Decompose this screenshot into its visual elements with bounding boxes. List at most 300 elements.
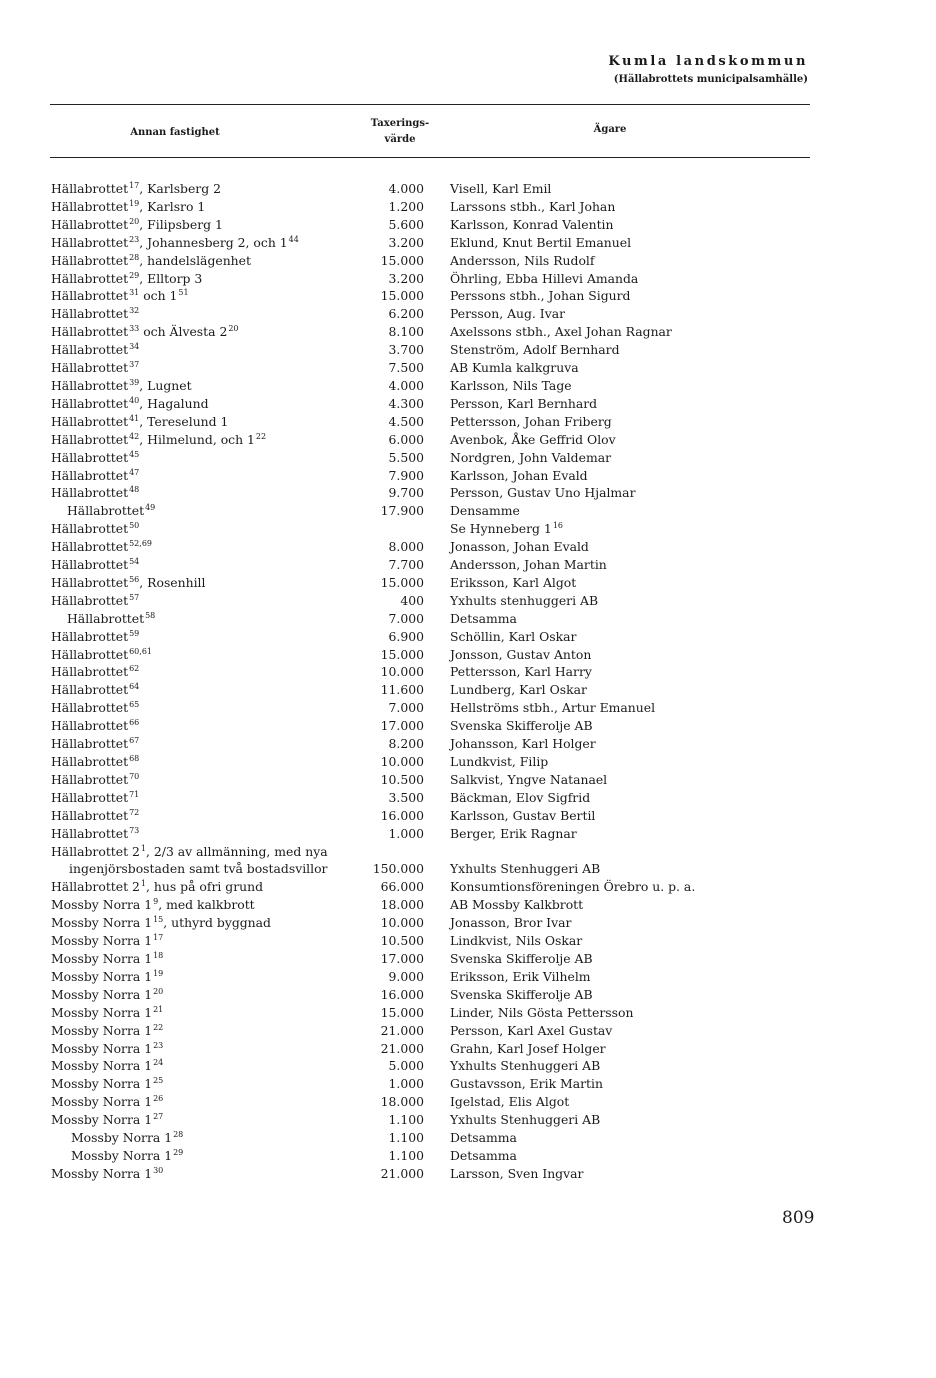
property-cell bbox=[51, 753, 139, 771]
table-row bbox=[0, 825, 936, 843]
taxation-value: 1.200 bbox=[388, 198, 424, 214]
taxation-value: 10.000 bbox=[380, 754, 424, 769]
property-number: 64 bbox=[129, 682, 140, 692]
property-detail: och 1 bbox=[139, 288, 178, 304]
taxation-value: 4.300 bbox=[388, 395, 424, 411]
property-number: 73 bbox=[129, 825, 140, 835]
property-name: Hällabrottet bbox=[51, 736, 129, 752]
taxation-value: 8.000 bbox=[388, 539, 424, 555]
owner-name: Linder, Nils Gösta Pettersson bbox=[450, 1004, 634, 1020]
owner-name: Detsamma bbox=[450, 610, 517, 626]
owner-name: Lundkvist, Filip bbox=[450, 754, 549, 769]
property-name: Hällabrottet bbox=[51, 700, 129, 716]
property-cell bbox=[51, 467, 139, 485]
owner-cell bbox=[450, 1111, 600, 1129]
owner-cell bbox=[450, 341, 620, 359]
property-cell bbox=[51, 1165, 163, 1183]
table-row bbox=[0, 932, 936, 950]
owner-cell bbox=[450, 1165, 583, 1183]
property-detail: , uthyrd byggnad bbox=[163, 915, 271, 931]
property-number: 65 bbox=[129, 700, 140, 710]
taxation-value: 11.600 bbox=[380, 682, 424, 698]
property-cell bbox=[51, 1093, 163, 1111]
owner-cell bbox=[450, 914, 571, 932]
owner-name: Yxhults Stenhuggeri AB bbox=[450, 1058, 601, 1074]
owner-name: Hellströms stbh., Artur Emanuel bbox=[450, 700, 656, 716]
owner-cell bbox=[450, 234, 631, 252]
table-row bbox=[0, 681, 936, 699]
table-row bbox=[0, 359, 936, 377]
table-row bbox=[0, 717, 936, 735]
table-row bbox=[0, 431, 936, 449]
property-name: Mossby Norra 1 bbox=[51, 897, 153, 913]
property-cell bbox=[51, 431, 266, 449]
property-name: Hällabrottet bbox=[51, 288, 129, 304]
property-number: 9 bbox=[153, 897, 159, 907]
property-cell bbox=[51, 1040, 163, 1058]
owner-cell bbox=[450, 896, 583, 914]
taxation-value: 7.000 bbox=[388, 610, 424, 626]
table-row bbox=[0, 1075, 936, 1093]
property-name: Hällabrottet 2 bbox=[51, 879, 140, 895]
municipality-title: Kumla landskommun bbox=[608, 54, 808, 69]
property-cell bbox=[51, 771, 139, 789]
property-number-secondary: 51 bbox=[178, 288, 189, 298]
property-name: Mossby Norra 1 bbox=[51, 1165, 153, 1181]
property-number: 57 bbox=[129, 592, 140, 602]
property-name: Mossby Norra 1 bbox=[51, 950, 153, 966]
property-name: Mossby Norra 1 bbox=[51, 986, 153, 1002]
property-detail: , Tereselund 1 bbox=[139, 413, 229, 429]
table-row bbox=[0, 699, 936, 717]
owner-cell bbox=[450, 216, 614, 234]
taxation-value: 9.000 bbox=[388, 968, 424, 984]
property-number-secondary: 22 bbox=[255, 431, 267, 441]
property-number: 48 bbox=[129, 485, 140, 495]
owner-cell bbox=[450, 1093, 569, 1111]
table-row bbox=[0, 449, 936, 467]
municipality-subtitle: (Hällabrottets municipalsamhälle) bbox=[613, 74, 808, 85]
owner-name: Larssons stbh., Karl Johan bbox=[450, 198, 616, 214]
owner-cell bbox=[450, 807, 595, 825]
owner-name: Andersson, Nils Rudolf bbox=[450, 252, 595, 268]
property-detail: , Johannesberg 2, och 1 bbox=[139, 234, 288, 250]
column-header-value bbox=[350, 116, 450, 148]
taxation-value: 5.600 bbox=[388, 216, 424, 232]
owner-name: Gustavsson, Erik Martin bbox=[450, 1076, 603, 1092]
property-cell bbox=[51, 807, 139, 825]
property-number: 31 bbox=[129, 288, 140, 298]
table-row bbox=[0, 735, 936, 753]
property-number: 23 bbox=[153, 1040, 164, 1050]
owner-name: Andersson, Johan Martin bbox=[450, 557, 607, 573]
property-number: 47 bbox=[129, 467, 140, 477]
taxation-value: 1.100 bbox=[388, 1130, 424, 1146]
property-number: 34 bbox=[129, 342, 140, 352]
table-row bbox=[0, 341, 936, 359]
property-name: Hällabrottet bbox=[51, 449, 129, 465]
table-row bbox=[0, 878, 936, 896]
owner-cell bbox=[450, 735, 596, 753]
property-number: 49 bbox=[145, 503, 156, 513]
property-number: 25 bbox=[153, 1076, 164, 1086]
taxation-value: 10.500 bbox=[380, 771, 424, 787]
taxation-value: 15.000 bbox=[380, 252, 424, 268]
property-cell bbox=[51, 556, 139, 574]
taxation-value: 17.900 bbox=[380, 503, 424, 519]
taxation-value: 3.200 bbox=[388, 234, 424, 250]
property-cell bbox=[51, 341, 139, 359]
table-row bbox=[0, 270, 936, 288]
owner-cell bbox=[450, 699, 655, 717]
property-cell bbox=[51, 950, 163, 968]
owner-cell bbox=[450, 628, 576, 646]
owner-name: Visell, Karl Emil bbox=[450, 181, 552, 196]
property-cell bbox=[51, 932, 163, 950]
owner-name: Se Hynneberg 1 bbox=[450, 521, 552, 537]
owner-cell bbox=[450, 789, 590, 807]
property-cell bbox=[51, 216, 223, 234]
property-detail: , Lugnet bbox=[139, 377, 192, 393]
table-row bbox=[0, 323, 936, 341]
property-number: 28 bbox=[129, 252, 140, 262]
property-name: Mossby Norra 1 bbox=[51, 1058, 153, 1074]
table-row bbox=[0, 807, 936, 825]
table-row bbox=[0, 234, 936, 252]
property-cell bbox=[51, 878, 263, 896]
property-cell bbox=[51, 574, 206, 592]
property-name: Hällabrottet bbox=[67, 610, 145, 626]
owner-name: Svenska Skifferolje AB bbox=[450, 986, 593, 1002]
property-name: Hällabrottet 2 bbox=[51, 843, 140, 859]
property-number: 15 bbox=[153, 915, 164, 925]
taxation-value: 4.000 bbox=[388, 181, 424, 196]
owner-cell bbox=[450, 359, 579, 377]
property-number: 70 bbox=[129, 771, 140, 781]
taxation-value: 15.000 bbox=[380, 1004, 424, 1020]
property-cell bbox=[51, 1022, 163, 1040]
property-name: Mossby Norra 1 bbox=[51, 915, 153, 931]
property-cell bbox=[51, 986, 163, 1004]
property-cell bbox=[51, 305, 139, 323]
taxation-value: 3.200 bbox=[388, 270, 424, 286]
owner-cell bbox=[450, 449, 611, 467]
property-name: Hällabrottet bbox=[51, 682, 129, 698]
property-number: 17 bbox=[153, 933, 164, 943]
taxation-value: 3.700 bbox=[388, 342, 424, 358]
table-row bbox=[0, 216, 936, 234]
taxation-value: 150.000 bbox=[372, 861, 424, 877]
owner-name: Persson, Aug. Ivar bbox=[450, 306, 566, 322]
table-row bbox=[0, 1147, 936, 1165]
table-row bbox=[0, 1111, 936, 1129]
owner-reference-number: 16 bbox=[552, 521, 563, 531]
column-header-property: Annan fastighet bbox=[130, 127, 220, 138]
property-number-secondary: 44 bbox=[288, 234, 299, 244]
owner-cell bbox=[450, 180, 551, 198]
property-number: 41 bbox=[129, 413, 140, 423]
owner-cell bbox=[450, 825, 577, 843]
owner-cell bbox=[450, 1040, 606, 1058]
owner-name: Grahn, Karl Josef Holger bbox=[450, 1040, 606, 1056]
owner-name: Salkvist, Yngve Natanael bbox=[450, 771, 608, 787]
table-row bbox=[0, 592, 936, 610]
property-number: 18 bbox=[153, 950, 164, 960]
property-cell bbox=[51, 359, 139, 377]
table-row bbox=[0, 843, 936, 861]
owner-cell bbox=[450, 556, 607, 574]
property-name: Hällabrottet bbox=[51, 825, 129, 841]
property-name: Hällabrottet bbox=[51, 431, 129, 447]
table-row bbox=[0, 789, 936, 807]
property-name: Hällabrottet bbox=[51, 306, 129, 322]
property-detail: , Karlsro 1 bbox=[139, 198, 206, 214]
owner-name: Johansson, Karl Holger bbox=[450, 736, 596, 752]
owner-name: Eriksson, Erik Vilhelm bbox=[450, 968, 591, 984]
taxation-value: 6.000 bbox=[388, 431, 424, 447]
property-number: 52,69 bbox=[129, 539, 152, 549]
property-name: Hällabrottet bbox=[51, 216, 129, 232]
table-row bbox=[0, 663, 936, 681]
owner-cell bbox=[450, 323, 672, 341]
owner-name: Lindkvist, Nils Oskar bbox=[450, 933, 583, 949]
property-detail: , Rosenhill bbox=[139, 574, 206, 590]
taxation-value: 10.000 bbox=[380, 664, 424, 680]
property-cell bbox=[51, 1111, 163, 1129]
property-cell bbox=[51, 717, 139, 735]
owner-cell bbox=[450, 198, 615, 216]
property-name: Hällabrottet bbox=[51, 252, 129, 268]
owner-name: Bäckman, Elov Sigfrid bbox=[450, 789, 591, 805]
owner-cell bbox=[450, 860, 600, 878]
property-name: Hällabrottet bbox=[51, 342, 129, 358]
property-number: 37 bbox=[129, 360, 140, 370]
taxation-value: 4.500 bbox=[388, 413, 424, 429]
property-name: Hällabrottet bbox=[51, 270, 129, 286]
owner-cell bbox=[450, 1057, 600, 1075]
property-cell bbox=[51, 198, 205, 216]
property-number: 39 bbox=[129, 377, 140, 387]
property-number: 19 bbox=[129, 198, 140, 208]
owner-cell bbox=[450, 878, 695, 896]
taxation-value: 1.000 bbox=[388, 1076, 424, 1092]
taxation-value: 10.000 bbox=[380, 915, 424, 931]
property-number: 21 bbox=[153, 1004, 164, 1014]
owner-cell bbox=[450, 395, 597, 413]
owner-cell bbox=[450, 753, 548, 771]
property-cell bbox=[67, 502, 155, 520]
table-row bbox=[0, 1040, 936, 1058]
property-cell bbox=[51, 968, 163, 986]
table-row bbox=[0, 1057, 936, 1075]
taxation-value: 7.500 bbox=[388, 360, 424, 376]
taxation-value: 5.500 bbox=[388, 449, 424, 465]
owner-name: Karlsson, Johan Evald bbox=[450, 467, 588, 483]
property-cell bbox=[51, 1004, 163, 1022]
property-name: Mossby Norra 1 bbox=[51, 1076, 153, 1092]
property-number: 60,61 bbox=[129, 646, 152, 656]
property-detail: , Hagalund bbox=[139, 395, 209, 411]
property-name: Hällabrottet bbox=[51, 324, 129, 340]
property-name: Mossby Norra 1 bbox=[51, 1040, 153, 1056]
owner-name: Densamme bbox=[450, 503, 520, 519]
taxation-value: 8.100 bbox=[388, 324, 424, 340]
owner-name: Lundberg, Karl Oskar bbox=[450, 682, 587, 698]
property-cell bbox=[51, 538, 152, 556]
property-name: Hällabrottet bbox=[51, 181, 129, 196]
property-cell bbox=[51, 449, 139, 467]
property-cell bbox=[71, 1129, 183, 1147]
property-cell bbox=[51, 1057, 163, 1075]
property-name: Hällabrottet bbox=[51, 807, 129, 823]
property-number: 67 bbox=[129, 736, 140, 746]
property-cell bbox=[51, 520, 139, 538]
owner-name: Axelssons stbh., Axel Johan Ragnar bbox=[450, 324, 672, 340]
taxation-value: 8.200 bbox=[388, 736, 424, 752]
property-detail: och Älvesta 2 bbox=[139, 324, 228, 340]
owner-name: Yxhults Stenhuggeri AB bbox=[450, 1112, 601, 1128]
table-row bbox=[0, 628, 936, 646]
property-cell bbox=[51, 646, 152, 664]
property-cell bbox=[51, 180, 221, 198]
property-name: Hällabrottet bbox=[51, 646, 129, 662]
property-cell bbox=[67, 610, 155, 628]
property-cell bbox=[51, 681, 139, 699]
property-cell bbox=[51, 735, 139, 753]
owner-cell bbox=[450, 413, 612, 431]
property-name: Hällabrottet bbox=[51, 467, 129, 483]
taxation-value: 16.000 bbox=[380, 807, 424, 823]
table-row bbox=[0, 198, 936, 216]
taxation-value: 4.000 bbox=[388, 377, 424, 393]
taxation-value: 18.000 bbox=[380, 1094, 424, 1110]
property-cell bbox=[69, 860, 327, 878]
property-number: 28 bbox=[173, 1130, 184, 1140]
property-cell bbox=[51, 789, 139, 807]
owner-cell bbox=[450, 574, 576, 592]
owner-name: Detsamma bbox=[450, 1147, 517, 1163]
taxation-value: 7.000 bbox=[388, 700, 424, 716]
table-row bbox=[0, 556, 936, 574]
table-row bbox=[0, 538, 936, 556]
table-row bbox=[0, 1129, 936, 1147]
property-number: 72 bbox=[129, 807, 140, 817]
property-number: 59 bbox=[129, 628, 140, 638]
owner-name: Öhrling, Ebba Hillevi Amanda bbox=[450, 270, 639, 286]
property-number: 1 bbox=[140, 843, 147, 853]
property-number: 33 bbox=[129, 324, 140, 334]
property-number: 29 bbox=[129, 270, 140, 280]
property-number: 58 bbox=[145, 610, 156, 620]
owner-name: Persson, Karl Bernhard bbox=[450, 395, 598, 411]
table-row bbox=[0, 610, 936, 628]
owner-name: Svenska Skifferolje AB bbox=[450, 718, 593, 734]
table-row bbox=[0, 771, 936, 789]
property-detail: , handelslägenhet bbox=[139, 252, 251, 268]
property-number: 19 bbox=[153, 968, 164, 978]
property-number: 54 bbox=[129, 557, 140, 567]
table-row bbox=[0, 646, 936, 664]
table-row bbox=[0, 986, 936, 1004]
owner-name: Jonasson, Johan Evald bbox=[450, 539, 589, 555]
property-cell bbox=[51, 287, 189, 305]
property-name: Hällabrottet bbox=[51, 592, 129, 608]
property-detail: , med kalkbrott bbox=[158, 897, 255, 913]
property-name: Hällabrottet bbox=[51, 360, 129, 376]
taxation-value: 15.000 bbox=[380, 288, 424, 304]
owner-name: AB Mossby Kalkbrott bbox=[450, 897, 584, 913]
table-row bbox=[0, 968, 936, 986]
header-rule-bottom bbox=[50, 157, 810, 158]
property-detail: , 2/3 av allmänning, med nya bbox=[146, 843, 328, 859]
table-row bbox=[0, 860, 936, 878]
owner-name: Karlsson, Nils Tage bbox=[450, 377, 572, 393]
owner-cell bbox=[450, 538, 589, 556]
owner-name: Berger, Erik Ragnar bbox=[450, 825, 577, 841]
page-number: 809 bbox=[782, 1208, 815, 1228]
property-number: 32 bbox=[129, 306, 140, 316]
owner-cell bbox=[450, 950, 593, 968]
property-number: 68 bbox=[129, 754, 140, 763]
property-name: Mossby Norra 1 bbox=[71, 1130, 173, 1146]
property-number: 27 bbox=[153, 1112, 164, 1122]
owner-cell bbox=[450, 663, 592, 681]
owner-name: Persson, Karl Axel Gustav bbox=[450, 1022, 613, 1038]
property-cell bbox=[51, 252, 251, 270]
owner-name: Avenbok, Åke Geffrid Olov bbox=[450, 431, 616, 447]
property-name: Hällabrottet bbox=[51, 395, 129, 411]
owner-cell bbox=[450, 1075, 603, 1093]
taxation-value: 16.000 bbox=[380, 986, 424, 1002]
property-number: 71 bbox=[129, 789, 140, 799]
property-number: 24 bbox=[153, 1058, 164, 1068]
owner-cell bbox=[450, 484, 636, 502]
property-cell bbox=[51, 1075, 163, 1093]
property-name: Hällabrottet bbox=[51, 521, 129, 537]
property-number: 29 bbox=[173, 1147, 184, 1157]
owner-cell bbox=[450, 377, 572, 395]
taxation-value: 3.500 bbox=[388, 789, 424, 805]
page-header bbox=[608, 54, 808, 87]
owner-name: Karlsson, Konrad Valentin bbox=[450, 216, 614, 232]
table-row bbox=[0, 502, 936, 520]
property-cell bbox=[51, 914, 271, 932]
owner-cell bbox=[450, 968, 591, 986]
owner-name: Karlsson, Gustav Bertil bbox=[450, 807, 596, 823]
property-number: 42 bbox=[129, 431, 140, 441]
property-number: 20 bbox=[129, 216, 140, 226]
property-name: Hällabrottet bbox=[51, 664, 129, 680]
owner-cell bbox=[450, 1147, 517, 1165]
property-name: Mossby Norra 1 bbox=[51, 933, 153, 949]
owner-cell bbox=[450, 270, 638, 288]
table-row bbox=[0, 520, 936, 538]
property-name: Hällabrottet bbox=[51, 377, 129, 393]
column-header-value-line2: värde bbox=[384, 134, 416, 145]
property-number: 23 bbox=[129, 234, 140, 244]
property-name: Mossby Norra 1 bbox=[51, 1022, 153, 1038]
owner-name: Jonsson, Gustav Anton bbox=[450, 646, 592, 662]
property-name: Mossby Norra 1 bbox=[51, 1094, 153, 1110]
owner-cell bbox=[450, 646, 591, 664]
property-name: Mossby Norra 1 bbox=[71, 1147, 173, 1163]
taxation-value: 6.200 bbox=[388, 306, 424, 322]
owner-name: Pettersson, Johan Friberg bbox=[450, 413, 612, 429]
property-cell bbox=[51, 234, 299, 252]
property-name: Hällabrottet bbox=[51, 754, 129, 769]
table-row bbox=[0, 305, 936, 323]
owner-name: Larsson, Sven Ingvar bbox=[450, 1165, 584, 1181]
